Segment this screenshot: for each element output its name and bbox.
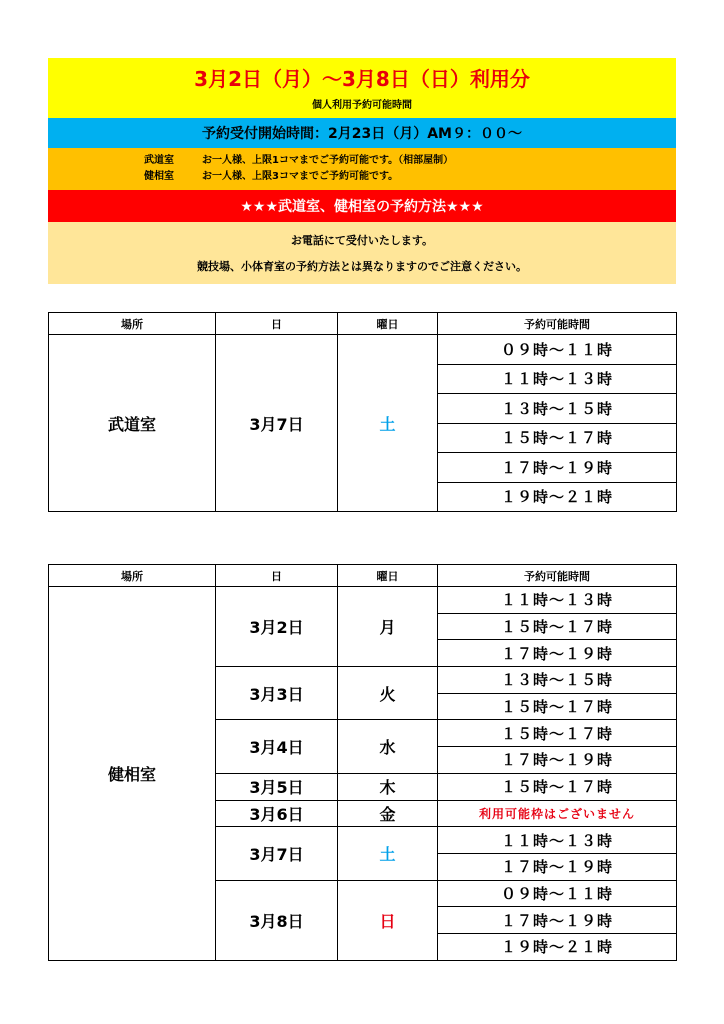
time-slot: １５時～１７時 [438, 693, 677, 720]
date-cell: 3月2日 [216, 587, 338, 667]
col-header-weekday: 曜日 [338, 313, 438, 335]
weekday-cell: 木 [338, 773, 438, 800]
weekday-cell: 日 [338, 880, 438, 960]
time-slot: １５時～１７時 [438, 613, 677, 640]
reception-start-time: 予約受付開始時間：2月23日（月）AM９：００～ [202, 126, 522, 142]
rule-text: お一人様、上限1コマまでご予約可能です。（相部屋制） [202, 155, 454, 166]
time-slot: １１時～１３時 [438, 587, 677, 614]
method-line: 競技場、小体育室の予約方法とは異なりますのでご注意ください。 [197, 260, 527, 273]
venue-cell: 武道室 [49, 335, 216, 512]
time-slot: １７時～１９時 [438, 640, 677, 667]
col-header-place: 場所 [49, 313, 216, 335]
no-availability-notice: 利用可能枠はございません [438, 800, 677, 827]
time-slot: １１時～１３時 [438, 364, 677, 394]
weekday-cell: 月 [338, 587, 438, 667]
method-title: ★★★武道室、健相室の予約方法★★★ [240, 199, 484, 215]
date-cell: 3月6日 [216, 800, 338, 827]
table-header-row [49, 313, 677, 335]
kenso-schedule-table [48, 564, 677, 961]
time-slot: １７時～１９時 [438, 747, 677, 774]
title-band [48, 58, 676, 118]
budo-schedule-table [48, 312, 677, 512]
time-slot: １１時～１３時 [438, 827, 677, 854]
method-line: お電話にて受付いたします。 [290, 234, 434, 247]
table-row [49, 587, 677, 614]
date-cell: 3月3日 [216, 667, 338, 720]
reception-band [48, 118, 676, 148]
col-header-time: 予約可能時間 [438, 313, 677, 335]
time-slot: １５時～１７時 [438, 423, 677, 453]
method-detail-band [48, 222, 676, 284]
date-cell: 3月8日 [216, 880, 338, 960]
col-header-place: 場所 [49, 565, 216, 587]
time-slot: ０９時～１１時 [438, 335, 677, 365]
notice-header [48, 58, 676, 284]
method-title-band [48, 190, 676, 222]
rule-line [144, 169, 398, 185]
date-cell: 3月7日 [216, 335, 338, 512]
date-cell: 3月4日 [216, 720, 338, 773]
col-header-weekday: 曜日 [338, 565, 438, 587]
time-slot: １５時～１７時 [438, 720, 677, 747]
time-slot: １９時～２１時 [438, 482, 677, 512]
weekday-cell: 金 [338, 800, 438, 827]
time-slot: １７時～１９時 [438, 453, 677, 483]
date-cell: 3月5日 [216, 773, 338, 800]
table-row [49, 335, 677, 365]
rule-text: お一人様、上限3コマまでご予約可能です。 [202, 171, 399, 182]
col-header-time: 予約可能時間 [438, 565, 677, 587]
table-header-row [49, 565, 677, 587]
time-slot: １７時～１９時 [438, 907, 677, 934]
rule-room: 武道室 [144, 155, 174, 166]
page-title: 3月2日（月）～3月8日（日）利用分 [194, 66, 530, 91]
date-cell: 3月7日 [216, 827, 338, 880]
time-slot: １３時～１５時 [438, 394, 677, 424]
time-slot: １３時～１５時 [438, 667, 677, 694]
time-slot: １９時～２１時 [438, 933, 677, 960]
weekday-cell: 土 [338, 827, 438, 880]
col-header-date: 日 [216, 565, 338, 587]
rules-band [48, 148, 676, 190]
col-header-date: 日 [216, 313, 338, 335]
time-slot: ０９時～１１時 [438, 880, 677, 907]
rule-line [144, 153, 453, 169]
time-slot: １５時～１７時 [438, 773, 677, 800]
weekday-cell: 火 [338, 667, 438, 720]
time-slot: １７時～１９時 [438, 853, 677, 880]
page-subtitle: 個人利用予約可能時間 [312, 99, 412, 111]
weekday-cell: 土 [338, 335, 438, 512]
rule-room: 健相室 [144, 171, 174, 182]
venue-cell: 健相室 [49, 587, 216, 961]
weekday-cell: 水 [338, 720, 438, 773]
